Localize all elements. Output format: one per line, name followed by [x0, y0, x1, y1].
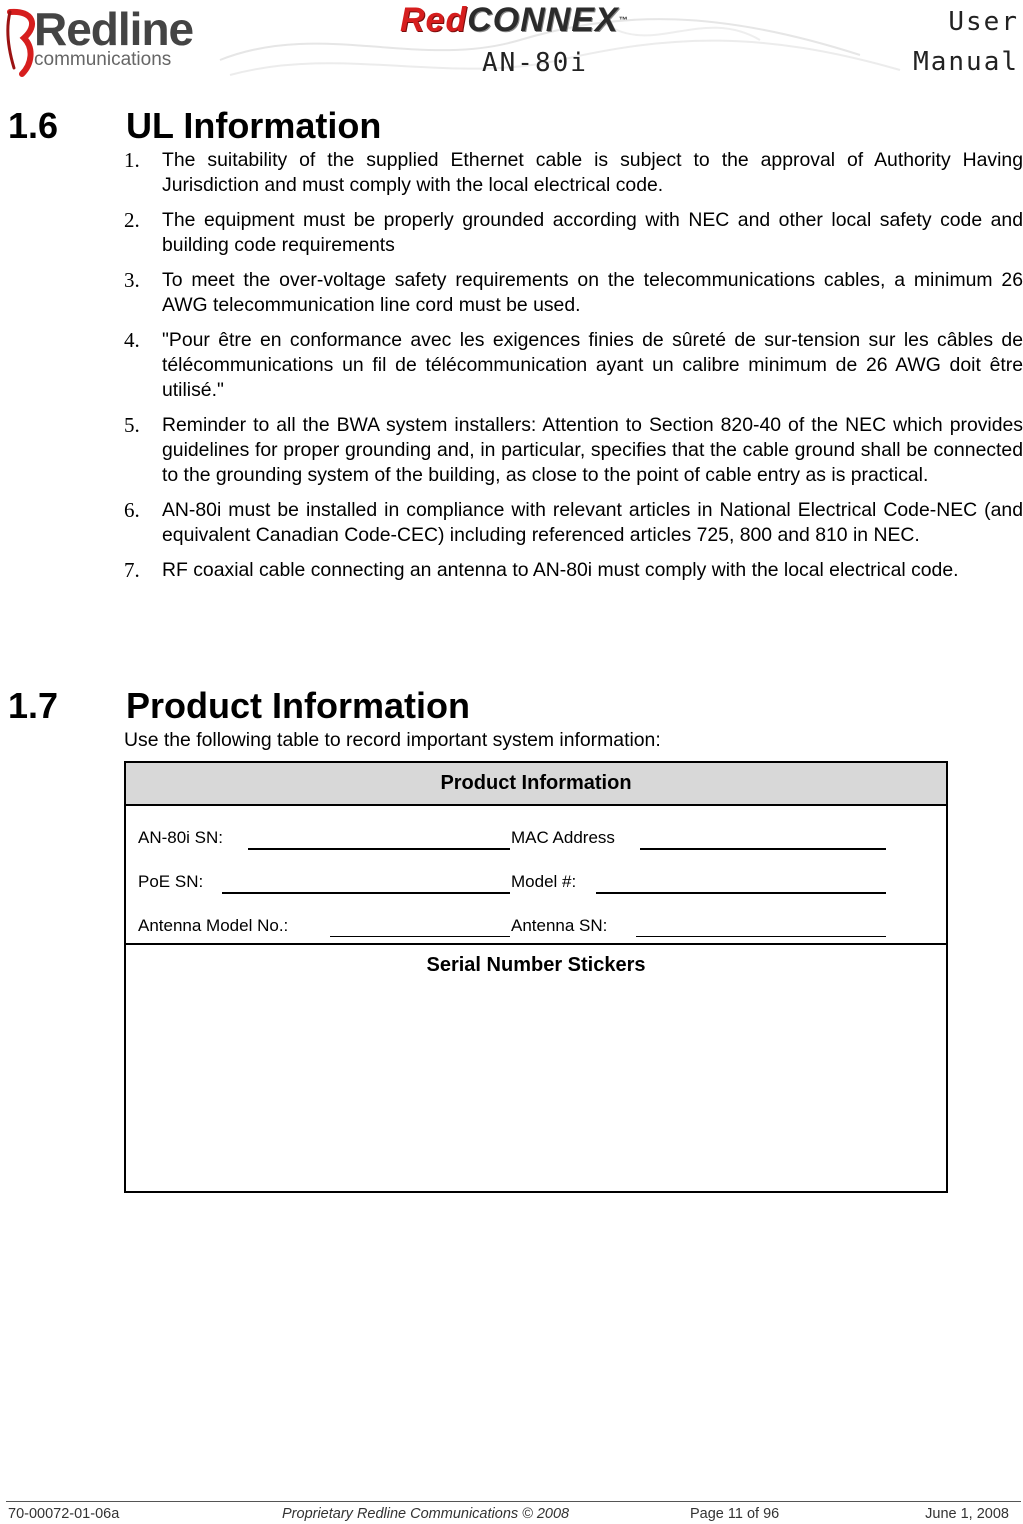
mac-address-line[interactable] [640, 848, 886, 850]
footer-proprietary: Proprietary Redline Communications © 2008 [282, 1506, 570, 1522]
list-item-number: 2. [124, 208, 140, 232]
poe-sn-line[interactable] [222, 892, 510, 894]
brand-red-text: Red [400, 1, 468, 39]
list-item-number: 5. [124, 413, 140, 437]
section-title: Product Information [126, 685, 470, 726]
an80i-sn-line[interactable] [248, 848, 510, 850]
list-item [124, 413, 1023, 488]
ul-requirements-list [124, 148, 1023, 593]
field-row [138, 872, 938, 894]
poe-sn-label: PoE SN: [138, 872, 204, 891]
list-item-number: 7. [124, 558, 140, 582]
trademark-mark: ™ [618, 15, 629, 25]
list-item-number: 6. [124, 498, 140, 522]
section-intro: Use the following table to record important system information: [124, 729, 661, 751]
list-item-text: Reminder to all the BWA system installers: Attention to Section 820-40 of the NEC which provides guidelines for proper grounding and, in particular, specifies that the cable ground shall be connected to the grounding system of the building, as close to the point of cable entry as is practical. [162, 414, 1023, 486]
redline-logo [4, 3, 214, 76]
mac-address-label: MAC Address [511, 828, 615, 847]
doc-type-line2: Manual [913, 47, 1019, 77]
section-heading-ul [8, 106, 381, 146]
model-label: Model #: [511, 872, 577, 891]
section-number: 1.6 [8, 105, 59, 146]
an80i-sn-label: AN-80i SN: [138, 828, 224, 847]
redconnex-brand [400, 2, 629, 38]
section-heading-product-info [8, 686, 470, 726]
antenna-sn-line[interactable] [636, 936, 886, 937]
antenna-model-line[interactable] [330, 936, 510, 937]
section-title: UL Information [126, 105, 382, 146]
product-name: AN-80i [482, 48, 588, 78]
list-item [124, 498, 1023, 548]
list-item [124, 558, 1023, 583]
footer-page-number: Page 11 of 96 [690, 1506, 780, 1522]
redline-swirl-icon [4, 8, 38, 78]
product-information-table [124, 761, 948, 1193]
footer-date: June 1, 2008 [925, 1506, 1009, 1522]
list-item-number: 3. [124, 268, 140, 292]
serial-number-stickers-title: Serial Number Stickers [426, 954, 646, 976]
section-number: 1.7 [8, 685, 59, 726]
brand-dark-text: CONNEX [467, 1, 619, 39]
logo-name: Redline [34, 3, 194, 55]
list-item [124, 148, 1023, 198]
page-header [0, 0, 1023, 88]
field-row [138, 828, 938, 850]
list-item-number: 1. [124, 148, 140, 172]
list-item-text: RF coaxial cable connecting an antenna to AN-80i must comply with the local electrical code. [162, 559, 959, 581]
list-item [124, 328, 1023, 403]
list-item-text: The equipment must be properly grounded according with NEC and other local safety code and building code requirements [162, 209, 1023, 256]
list-item-text: "Pour être en conformance avec les exigences finies de sûreté de sur-tension sur les câbles de télécommunications un fil de télécommunication ayant un calibre minimum de 26 AWG doit être utilisé." [162, 329, 1023, 401]
logo-subtitle: communications [34, 49, 172, 70]
doc-type-line1: User [948, 7, 1019, 37]
footer-divider [6, 1501, 1021, 1502]
antenna-sn-label: Antenna SN: [511, 916, 608, 935]
field-row [138, 916, 938, 938]
antenna-model-label: Antenna Model No.: [138, 916, 289, 935]
list-item-text: The suitability of the supplied Ethernet cable is subject to the approval of Authority Having Jurisdiction and must comply with the local electrical code. [162, 149, 1023, 196]
product-fields [126, 806, 946, 945]
list-item-text: To meet the over-voltage safety requirements on the telecommunications cables, a minimum 26 AWG telecommunication line cord must be used. [162, 269, 1023, 316]
table-title: Product Information [126, 763, 946, 806]
list-item [124, 268, 1023, 318]
list-item [124, 208, 1023, 258]
list-item-number: 4. [124, 328, 140, 352]
model-line[interactable] [596, 892, 886, 894]
list-item-text: AN-80i must be installed in compliance with relevant articles in National Electrical Code-NEC (and equivalent Canadian Code-CEC) including referenced articles 725, 800 and 810 in NEC. [162, 499, 1023, 546]
footer-doc-number: 70-00072-01-06a [8, 1506, 120, 1522]
document-type [913, 2, 1019, 82]
